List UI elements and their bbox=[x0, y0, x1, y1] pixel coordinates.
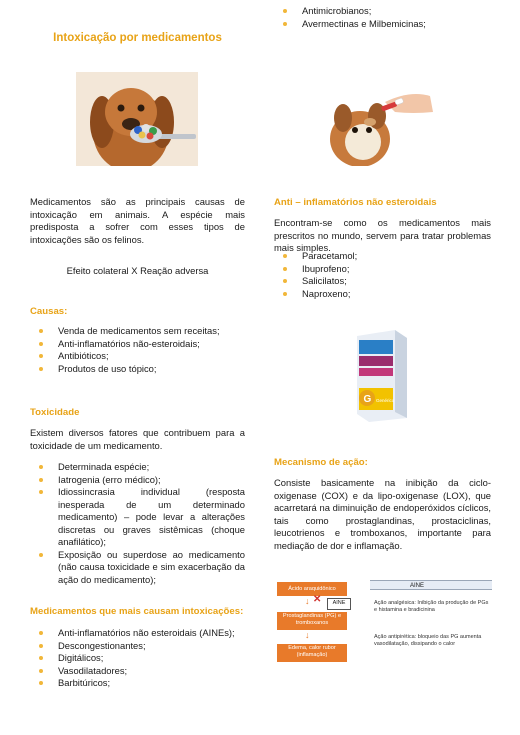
dog-pill-photo bbox=[325, 84, 435, 166]
analgesic-note: Ação analgésica: Inibição da produção de PGs e histamina e bradicinina bbox=[374, 600, 489, 613]
blocked-x-icon: ✕ bbox=[313, 594, 322, 605]
toxicidade-list bbox=[30, 461, 245, 586]
diagram-box-edema: Edema, calor rubor (inflamação) bbox=[277, 644, 347, 662]
diagram-box-arachidonic: Ácido araquidônico bbox=[277, 582, 347, 596]
list-item: Descongestionantes; bbox=[30, 640, 245, 653]
list-item: Iatrogenia (erro médico); bbox=[30, 474, 245, 487]
list-item: Vasodilatadores; bbox=[30, 665, 245, 678]
list-item: Paracetamol; bbox=[274, 250, 491, 263]
effect-line: Efeito colateral X Reação adversa bbox=[66, 265, 209, 276]
svg-text:G: G bbox=[363, 394, 372, 405]
list-item: Naproxeno; bbox=[274, 288, 491, 301]
list-item: Digitálicos; bbox=[30, 652, 245, 665]
top-right-list bbox=[274, 5, 491, 30]
page-title: Intoxicação por medicamentos bbox=[53, 32, 222, 44]
causas-list bbox=[30, 325, 245, 375]
dog-spoon-photo bbox=[76, 72, 198, 166]
causas-heading: Causas: bbox=[30, 306, 68, 317]
list-item: Determinada espécie; bbox=[30, 461, 245, 474]
arrow-down-icon: ↓ bbox=[305, 596, 310, 606]
list-item: Anti-inflamatórios não-esteroidais; bbox=[30, 338, 245, 351]
aines-list bbox=[274, 250, 491, 300]
list-item: Antibióticos; bbox=[30, 350, 245, 363]
box-generic-label: Genérico bbox=[376, 398, 395, 403]
list-item: Avermectinas e Milbemicinas; bbox=[274, 18, 491, 31]
aine-header: AINE bbox=[370, 580, 492, 590]
medicine-box-image bbox=[345, 326, 415, 424]
mecanismo-paragraph: Consiste basicamente na inibição da ciclo-oxigenase (COX) e da lipo-oxigenase (LOX), que acarretará na diminuição de endoperóxidos cíclicos, tais como prostaglandinas, prostaciclinas, leucotrienos e tromboxanos, importante para mediação de dor e inflamação. bbox=[274, 477, 491, 551]
intro-paragraph: Medicamentos são as principais causas de intoxicação em animais. A espécie mais predisposta a sofrer com esses tipos de intoxicações são os felinos. bbox=[30, 196, 245, 245]
list-item: Antimicrobianos; bbox=[274, 5, 491, 18]
list-item: Venda de medicamentos sem receitas; bbox=[30, 325, 245, 338]
diagram-box-prostaglandins: Prostaglandinas (PG) e tromboxanos bbox=[277, 612, 347, 630]
list-item: Ibuprofeno; bbox=[274, 263, 491, 276]
mais-causam-heading: Medicamentos que mais causam intoxicações: bbox=[30, 606, 244, 617]
toxicidade-heading: Toxicidade bbox=[30, 407, 80, 418]
mecanismo-heading: Mecanismo de ação: bbox=[274, 457, 368, 468]
toxicidade-paragraph: Existem diversos fatores que contribuem para a toxicidade de um medicamento. bbox=[30, 427, 245, 451]
list-item: Barbitúricos; bbox=[30, 677, 245, 690]
list-item: Salicilatos; bbox=[274, 275, 491, 288]
aines-paragraph: Encontram-se como os medicamentos mais prescritos no mundo, servem para tratar problemas mais simples. bbox=[274, 217, 491, 254]
list-item: Anti-inflamatórios não esteroidais (AINEs); bbox=[30, 627, 245, 640]
aine-small-box: AINE bbox=[327, 598, 351, 610]
aines-heading: Anti – inflamatórios não esteroidais bbox=[274, 197, 437, 208]
mais-causam-list bbox=[30, 627, 245, 690]
list-item: Exposição ou superdose ao medicamento (não causa toxicidade e sim exacerbação da ação do medicamento); bbox=[30, 549, 245, 587]
list-item: Produtos de uso tópico; bbox=[30, 363, 245, 376]
list-item: Idiossincrasia individual (resposta inesperada de um determinado medicamento) – pode levar a alterações discretas ou graves sistêmicas (choque anafilático); bbox=[30, 486, 245, 549]
antipyretic-note: Ação antipirética: bloqueio das PG aumenta vasodilatação, dissipando o calor bbox=[374, 634, 482, 647]
arrow-down-icon: ↓ bbox=[305, 630, 310, 640]
mechanism-diagram bbox=[275, 578, 495, 678]
